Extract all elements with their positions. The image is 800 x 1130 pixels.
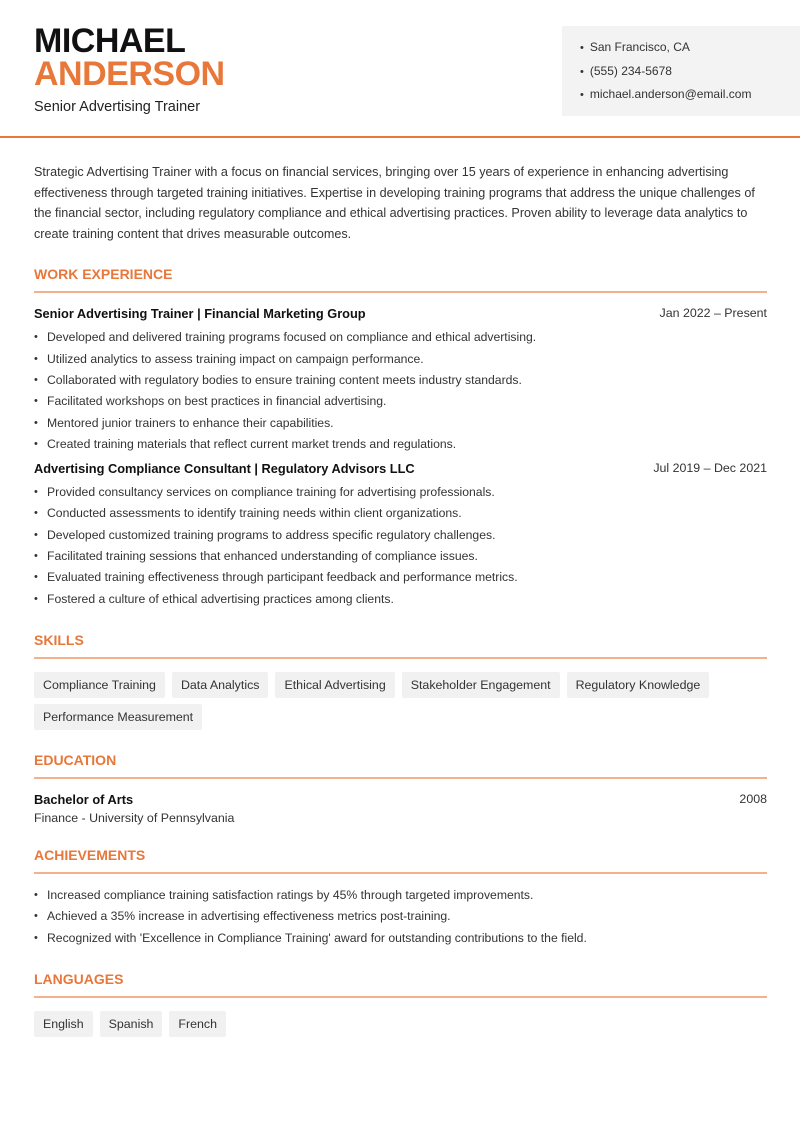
- skill-tag: Regulatory Knowledge: [567, 672, 710, 698]
- job-bullet: • Collaborated with regulatory bodies to ensure training content meets industry standards.: [34, 370, 767, 391]
- job-bullet: • Developed and delivered training programs focused on compliance and ethical advertising.: [34, 327, 767, 348]
- job-bullet: • Provided consultancy services on compliance training for advertising professionals.: [34, 482, 767, 503]
- contact-phone: • (555) 234-5678: [580, 62, 800, 86]
- skill-tag: Ethical Advertising: [275, 672, 394, 698]
- skill-tag: Performance Measurement: [34, 704, 202, 730]
- skill-tag: Data Analytics: [172, 672, 269, 698]
- job-bullet: • Fostered a culture of ethical advertising practices among clients.: [34, 589, 767, 610]
- education-year: 2008: [739, 791, 767, 806]
- language-tag: English: [34, 1011, 93, 1037]
- language-tag: French: [169, 1011, 226, 1037]
- education-detail: Finance - University of Pennsylvania: [34, 810, 235, 825]
- skill-tag: Stakeholder Engagement: [402, 672, 560, 698]
- achievement-item: • Achieved a 35% increase in advertising effectiveness metrics post-training.: [34, 906, 767, 927]
- skills-list: [34, 672, 767, 730]
- job-bullet: • Facilitated training sessions that enhanced understanding of compliance issues.: [34, 546, 767, 567]
- section-heading-achievements: ACHIEVEMENTS: [34, 847, 767, 874]
- achievement-item: • Recognized with 'Excellence in Compliance Training' award for outstanding contributions to the field.: [34, 928, 767, 949]
- section-heading-skills: SKILLS: [34, 632, 767, 659]
- job-entry-title: Advertising Compliance Consultant | Regulatory Advisors LLC: [34, 461, 415, 477]
- job-bullet: • Developed customized training programs to address specific regulatory challenges.: [34, 525, 767, 546]
- skill-tag: Compliance Training: [34, 672, 165, 698]
- language-tag: Spanish: [100, 1011, 163, 1037]
- section-heading-education: EDUCATION: [34, 752, 767, 779]
- contact-email: • michael.anderson@email.com: [580, 85, 800, 109]
- job-entry-date: Jul 2019 – Dec 2021: [653, 461, 767, 476]
- job-bullet: • Facilitated workshops on best practices in financial advertising.: [34, 391, 767, 412]
- first-name: MICHAEL: [34, 22, 186, 60]
- job-bullet: • Created training materials that reflect current market trends and regulations.: [34, 434, 767, 455]
- job-bullet: • Mentored junior trainers to enhance their capabilities.: [34, 413, 767, 434]
- job-entry: [34, 461, 767, 610]
- job-bullet: • Utilized analytics to assess training impact on campaign performance.: [34, 349, 767, 370]
- contact-box: [562, 26, 800, 116]
- section-heading-work: WORK EXPERIENCE: [34, 266, 767, 293]
- achievement-item: • Increased compliance training satisfaction ratings by 45% through targeted improvements.: [34, 885, 767, 906]
- summary: Strategic Advertising Trainer with a focus on financial services, bringing over 15 years of experience in enhancing advertising effectiveness through targeted training initiatives. Expertise in developing training programs that address the unique challenges of the financial sector, including regulatory compliance and ethical advertising practices. Proven ability to leverage data analytics to create training content that drives measurable outcomes.: [34, 165, 755, 241]
- job-bullet: • Evaluated training effectiveness through participant feedback and performance metrics.: [34, 567, 767, 588]
- education-degree: Bachelor of Arts: [34, 791, 134, 807]
- job-entry-title: Senior Advertising Trainer | Financial Marketing Group: [34, 306, 366, 322]
- job-title: Senior Advertising Trainer: [34, 99, 201, 115]
- contact-location: • San Francisco, CA: [580, 38, 800, 62]
- languages-list: [34, 1011, 767, 1037]
- section-heading-languages: LANGUAGES: [34, 971, 767, 998]
- job-bullet: • Conducted assessments to identify training needs within client organizations.: [34, 503, 767, 524]
- job-entry: [34, 306, 767, 455]
- resume-header: [0, 0, 800, 138]
- last-name: ANDERSON: [34, 55, 225, 93]
- job-entry-date: Jan 2022 – Present: [659, 306, 767, 321]
